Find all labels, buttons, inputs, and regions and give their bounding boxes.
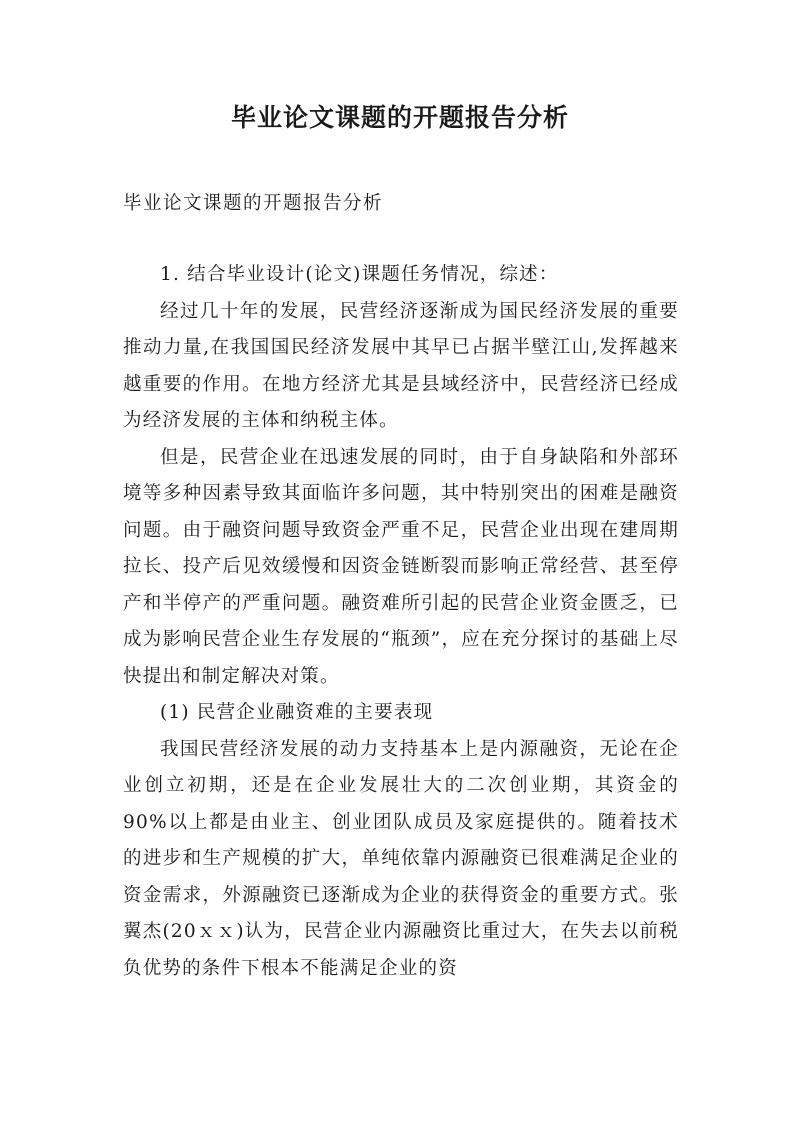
paragraph: 我国民营经济发展的动力支持基本上是内源融资，无论在企业创立初期，还是在企业发展壮大的二次创业期，其资金的90%以上都是由业主、创业团队成员及家庭提供的。随着技术的进步和生产规模的扩大，单纯依靠内源融资已很难满足企业的资金需求，外源融资已逐渐成为企业的获得资金的重要方式。张翼杰(20ｘｘ)认为，民营企业内源融资比重过大，在失去以前税负优势的条件下根本不能满足企业的资 [123, 738, 679, 979]
paragraph: 经过几十年的发展，民营经济逐渐成为国民经济发展的重要推动力量,在我国国民经济发展中其早已占据半壁江山,发挥越来越重要的作用。在地方经济尤其是县域经济中，民营经济已经成为经济发展的主体和纳税主体。 [123, 300, 679, 431]
section-heading: 1. 结合毕业设计(论文)课题任务情况，综述： [160, 264, 559, 285]
document-subtitle: 毕业论文课题的开题报告分析 [123, 193, 384, 214]
document-body [123, 257, 679, 987]
document-title: 毕业论文课题的开题报告分析 [230, 103, 569, 132]
subsection-heading: (1) 民营企业融资难的主要表现 [160, 702, 434, 723]
paragraph: 但是，民营企业在迅速发展的同时，由于自身缺陷和外部环境等多种因素导致其面临许多问题，其中特别突出的困难是融资问题。由于融资问题导致资金严重不足，民营企业出现在建周期拉长、投产后见效缓慢和因资金链断裂而影响正常经营、甚至停产和半停产的严重问题。融资难所引起的民营企业资金匮乏，已成为影响民营企业生存发展的“瓶颈”，应在充分探讨的基础上尽快提出和制定解决对策。 [123, 446, 679, 687]
